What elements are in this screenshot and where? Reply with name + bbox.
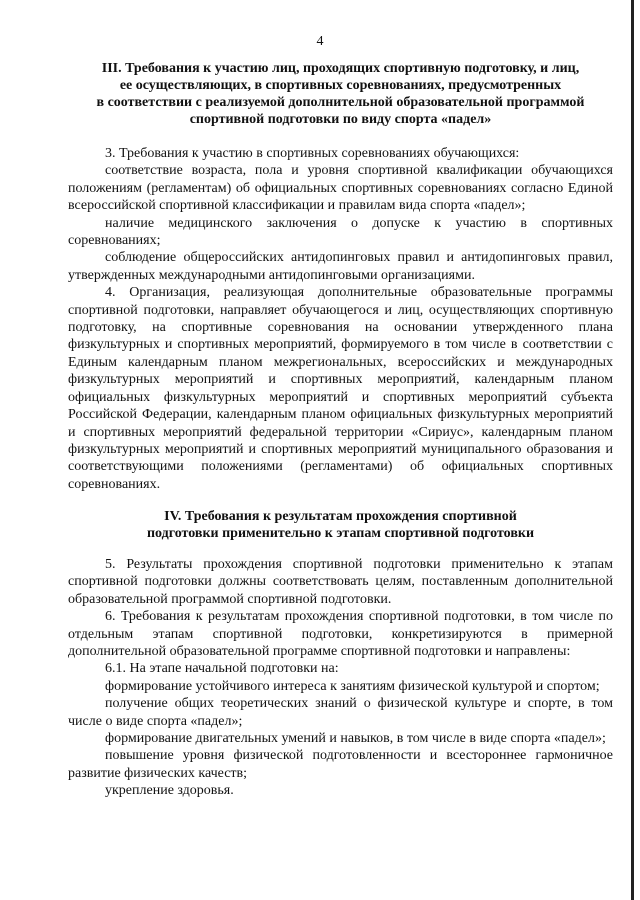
section-3-heading <box>68 60 613 128</box>
section-4-body <box>68 556 613 800</box>
paragraph: соответствие возраста, пола и уровня спортивной квалификации обучающихся положениям (регламентам) об официальных спортивных соревнованиях согласно Единой всероссийской спортивной классификации и правилам вида спорта «падел»; <box>68 163 613 214</box>
paragraph: получение общих теоретических знаний о физической культуре и спорте, в том числе о виде спорта «падел»; <box>68 696 613 729</box>
page-number: 4 <box>316 34 324 49</box>
heading-line: подготовки применительно к этапам спортивной подготовки <box>146 526 535 541</box>
paragraph: формирование устойчивого интереса к занятиям физической культурой и спортом; <box>105 678 600 694</box>
paragraph: 6.1. На этапе начальной подготовки на: <box>105 661 339 677</box>
heading-line: IV. Требования к результатам прохождения спортивной <box>164 509 517 524</box>
paragraph: соблюдение общероссийских антидопинговых правил и антидопинговых правил, утвержденных международными антидопинговыми организациями. <box>68 250 613 283</box>
paragraph: укрепление здоровья. <box>105 783 234 799</box>
paragraph: 3. Требования к участию в спортивных соревнованиях обучающихся: <box>105 146 520 161</box>
paragraph: повышение уровня физической подготовленности и всестороннее гармоничное развитие физических качеств; <box>68 748 613 781</box>
paragraph: формирование двигательных умений и навыков, в том числе в виде спорта «падел»; <box>105 731 606 747</box>
paragraph: наличие медицинского заключения о допуске к участию в спортивных соревнованиях; <box>68 215 613 249</box>
heading-line: спортивной подготовки по виду спорта «падел» <box>189 112 492 127</box>
heading-line: III. Требования к участию лиц, проходящих спортивную подготовку, и лиц, <box>101 61 580 76</box>
paragraph: 4. Организация, реализующая дополнительные образовательные программы спортивной подготовки, направляет обучающегося и лиц, осуществляющих спортивную подготовку, на спортивные соревнования на основании утвержденного плана физкультурных и спортивных мероприятий, формируемого в том числе в соответствии с Единым календарным планом межрегиональных, всероссийских и международных физкультурных мероприятий и спортивных мероприятий, календарным планом официальных физкультурных мероприятий и спортивных мероприятий субъекта Российской Федерации, календарным планом официальных физкультурных мероприятий и спортивных мероприятий федеральной территории «Сириус», календарным планом физкультурных мероприятий и спортивных мероприятий муниципального образования и соответствующими положениями (регламентами) об официальных спортивных соревнованиях. <box>68 285 613 492</box>
paragraph: 5. Результаты прохождения спортивной подготовки применительно к этапам спортивной подготовки должны соответствовать целям, поставленным дополнительной образовательной программой спортивной подготовки. <box>68 557 613 607</box>
section-3-body <box>68 145 613 493</box>
paragraph: 6. Требования к результатам прохождения спортивной подготовки, в том числе по отдельным этапам спортивной подготовки, конкретизируются в примерной дополнительной образовательной программе спортивной подготовки и направлены: <box>68 609 613 660</box>
heading-line: в соответствии с реализуемой дополнительной образовательной программой <box>96 95 585 110</box>
section-4-heading <box>68 508 613 542</box>
heading-line: ее осуществляющих, в спортивных соревнованиях, предусмотренных <box>119 78 562 93</box>
